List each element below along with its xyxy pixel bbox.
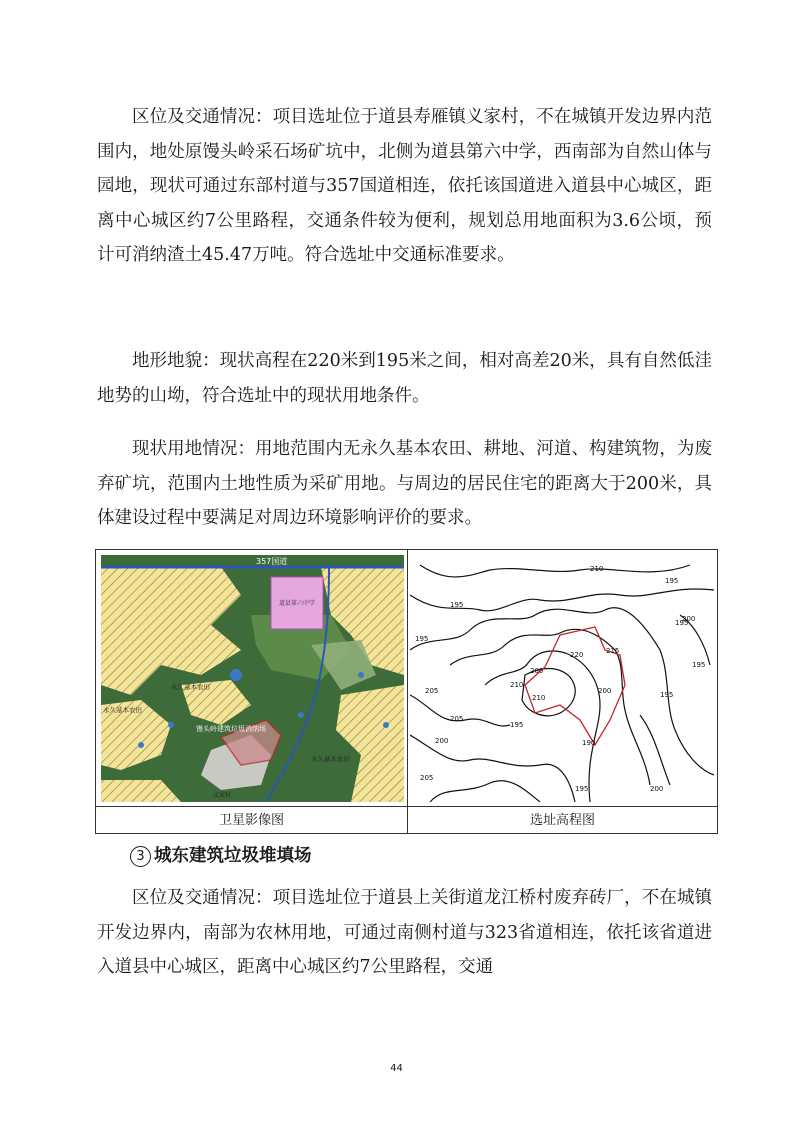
sat-label-farm-2: 永久基本农田 xyxy=(103,706,142,714)
contour-label-20: 205 xyxy=(420,774,434,782)
section-number: 3 xyxy=(130,846,151,867)
caption-satellite: 卫星影像图 xyxy=(218,813,284,828)
figure-table xyxy=(95,549,718,834)
sat-label-site: 馒头岭建筑垃圾消纳场 xyxy=(196,725,266,733)
contour-label-2: 210 xyxy=(590,565,604,573)
section-title: 城东建筑垃圾堆填场 xyxy=(154,846,312,866)
contour-label-22: 200 xyxy=(650,785,664,793)
contour-label-9: 220 xyxy=(570,651,584,659)
contour-label-17: 200 xyxy=(435,737,449,745)
paragraph-land-use: 现状用地情况：用地范围内无永久基本农田、耕地、河道、构建筑物，为废弃矿坑，范围内土地性质为采矿用地。与周边的居民住宅的距离大于200米，具体建设过程中要满足对周边环境影响评价的要求。 xyxy=(97,439,712,528)
paragraph-location-traffic: 区位及交通情况：项目选址位于道县寿雁镇义家村，不在城镇开发边界内范围内，地处原馒头岭采石场矿坑中，北侧为道县第六中学，西南部为自然山体与园地，现状可通过东部村道与357国道相连，依托该国道进入道县中心城区，距离中心城区约7公里路程，交通条件较为便利，规划总用地面积为3.6公顷，预计可消纳渣土45.47万吨。符合选址中交通标准要求。 xyxy=(97,107,712,265)
page-number: 44 xyxy=(390,1063,403,1074)
satellite-image xyxy=(101,555,404,802)
contour-label-15: 195 xyxy=(510,721,524,729)
sat-label-road: 357国道 xyxy=(256,557,288,566)
contour-label-14: 205 xyxy=(450,715,464,723)
contour-label-5: 195 xyxy=(675,619,689,627)
section-heading xyxy=(130,842,312,867)
elevation-map xyxy=(410,555,714,802)
contour-label-13: 200 xyxy=(598,687,612,695)
contour-label-10: 215 xyxy=(606,647,620,655)
contour-label-12: 210 xyxy=(532,694,546,702)
contour-label-1: 195 xyxy=(450,601,464,609)
contour-label-6: 195 xyxy=(692,661,706,669)
contour-label-3: 195 xyxy=(665,577,679,585)
contour-label-4: 195 xyxy=(415,635,429,643)
contour-label-16: 195 xyxy=(660,691,674,699)
paragraph-location-traffic-2: 区位及交通情况：项目选址位于道县上关街道龙江桥村废弃砖厂，不在城镇开发边界内，南部为农林用地，可通过南侧村道与323省道相连，依托该省道进入道县中心城区，距离中心城区约7公里路程，交通 xyxy=(97,888,712,977)
sat-label-farm-1: 永久基本农田 xyxy=(171,683,210,691)
sat-label-village: 义家村 xyxy=(213,792,232,799)
sat-label-farm-3: 永久基本农田 xyxy=(311,755,350,763)
contour-label-7: 200 xyxy=(530,667,544,675)
paragraph-terrain: 地形地貌：现状高程在220米到195米之间，相对高差20米，具有自然低洼地势的山坳，符合选址中的现状用地条件。 xyxy=(97,351,712,406)
contour-label-21: 195 xyxy=(575,785,589,793)
table-vertical-divider xyxy=(407,550,408,834)
caption-elevation: 选址高程图 xyxy=(529,813,595,828)
contour-label-19: 200 xyxy=(682,615,696,623)
contour-label-11: 205 xyxy=(425,687,439,695)
contour-label-18: 190 xyxy=(582,739,596,747)
contour-label-8: 210 xyxy=(510,681,524,689)
sat-label-school: 道县第六中学 xyxy=(279,600,316,607)
